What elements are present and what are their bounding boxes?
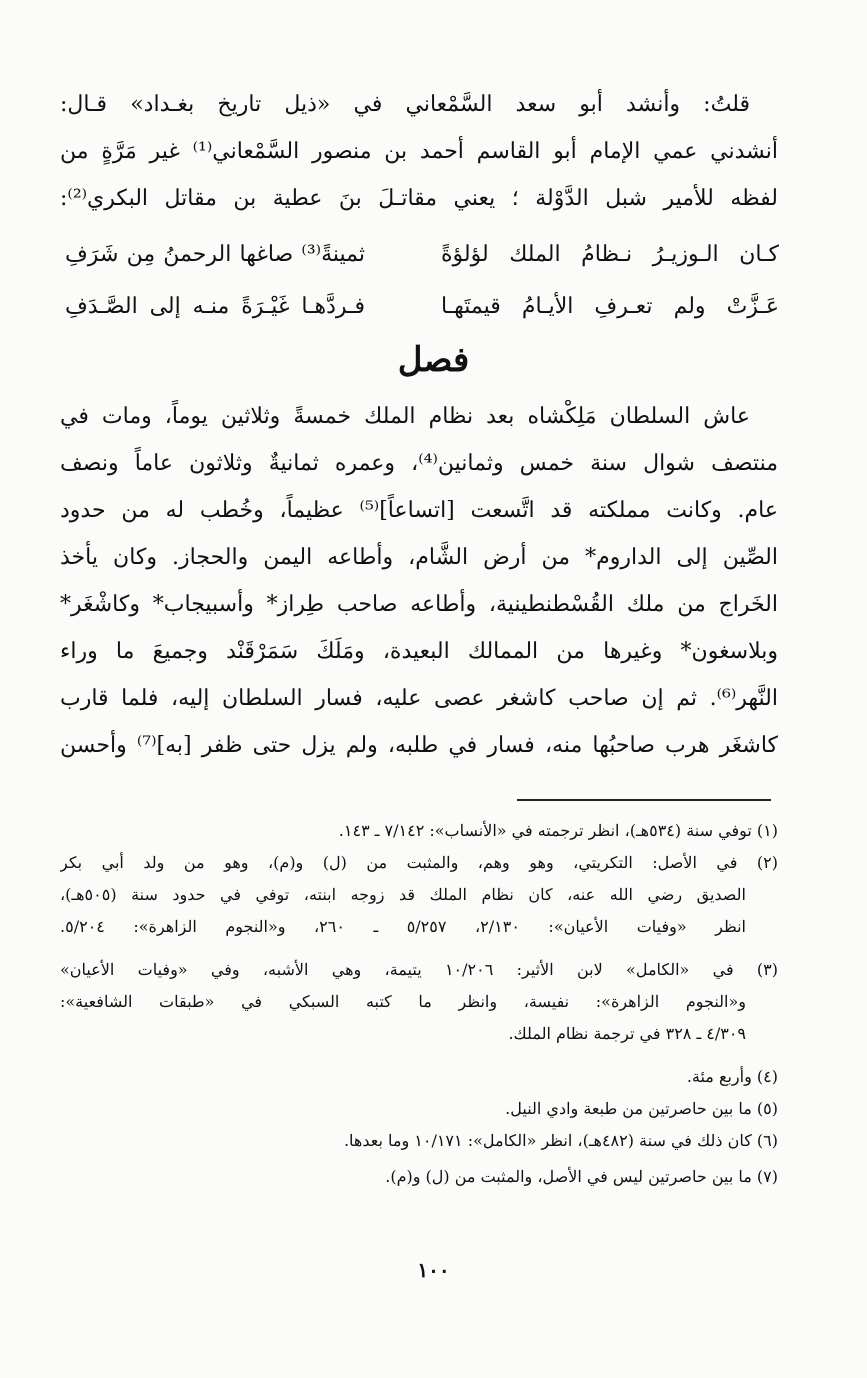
footnote-3-cont: ٤/٣٠٩ ـ ٣٢٨ في ترجمة نظام الملك.: [508, 1024, 746, 1043]
verse-1-second-hemistich: ثمينةً⁽³⁾ صاغها الرحمنُ مِن شَرَفِ: [65, 242, 365, 267]
footnote-4: (٤) وأربع مئة.: [686, 1067, 778, 1086]
footnote-3: (٣) في «الكامل» لابن الأثير: ١٠/٢٠٦ يتيمة، وهي الأشبه، وفي «وفيات الأعيان»: [60, 960, 778, 979]
page-number: ١٠٠: [417, 1258, 450, 1282]
section-line: الصِّين إلى الداروم* من أرض الشَّام، وأطاعه اليمن والحجاز. وكان يأخذ: [60, 545, 778, 570]
section-line: الخَراج من ملك القُسْطنطينية، وأطاعه صاحب طِراز* وأسبيجاب* وكاشْغَر*: [60, 592, 778, 617]
section-line: وبلاسغون* وغيرها من الممالك البعيدة، ومَلَكَ سَمَرْقَنْد وجميعَ ما وراء: [60, 639, 778, 664]
intro-line: لفظه للأمير شبل الدَّوْلة ؛ يعني مقاتـلَ بنَ عطية بن مقاتل البكري⁽²⁾:: [60, 186, 778, 211]
footnote-3-cont: و«النجوم الزاهرة»: نفيسة، وانظر ما كتبه السبكي في «طبقات الشافعية»:: [60, 992, 746, 1011]
verse-1-first-hemistich: كـان الـوزيـرُ نـظامُ الملك لؤلؤةً: [441, 242, 779, 267]
verse-2-first-hemistich: عَـزَّتْ ولم تعـرفِ الأيـامُ قيمتَهـا: [441, 294, 779, 319]
intro-line: أنشدني عمي الإمام أبو القاسم أحمد بن منصور السَّمْعاني⁽¹⁾ غير مَرَّةٍ من: [60, 139, 778, 164]
intro-line: قلتُ: وأنشد أبو سعد السَّمْعاني في «ذيل تاريخ بغـداد» قـال:: [60, 92, 750, 117]
section-line: كاشغَر هرب صاحبُها منه، فسار في طلبه، ولم يزل حتى ظفر [به]⁽⁷⁾ وأحسن: [60, 733, 778, 758]
section-line: منتصف شوال سنة خمس وثمانين⁽⁴⁾، وعمره ثمانيةٌ وثلاثون عاماً ونصف: [60, 451, 778, 476]
section-heading: فصل: [397, 340, 470, 380]
verse-2-second-hemistich: فـردَّهـا غَيْـرَةً منـه إلى الصَّـدَفِ: [65, 294, 365, 319]
footnote-2: (٢) في الأصل: التكريتي، وهو وهم، والمثبت من (ل) و(م)، وهو من ولد أبي بكر: [60, 853, 778, 872]
footnote-2-cont: الصديق رضي الله عنه، كان نظام الملك قد زوجه ابنته، توفي في حدود سنة (٥٠٥هـ)،: [60, 885, 746, 904]
footnote-separator: [517, 799, 771, 801]
footnote-5: (٥) ما بين حاصرتين من طبعة وادي النيل.: [505, 1099, 778, 1118]
footnote-1: (١) توفي سنة (٥٣٤هـ)، انظر ترجمته في «الأنساب»: ٧/١٤٢ ـ ١٤٣.: [338, 821, 778, 840]
footnote-7: (٧) ما بين حاصرتين ليس في الأصل، والمثبت من (ل) و(م).: [385, 1167, 778, 1186]
footnote-6: (٦) كان ذلك في سنة (٤٨٢هـ)، انظر «الكامل»: ١٠/١٧١ وما بعدها.: [343, 1131, 778, 1150]
footnote-2-cont: انظر «وفيات الأعيان»: ٢/١٣٠، ٥/٢٥٧ ـ ٢٦٠، و«النجوم الزاهرة»: ٥/٢٠٤.: [60, 917, 746, 936]
section-line: عام. وكانت مملكته قد اتَّسعت [اتساعاً]⁽⁵⁾ عظيماً، وخُطب له من حدود: [60, 498, 778, 523]
section-line: النَّهر⁽⁶⁾. ثم إن صاحب كاشغر عصى عليه، فسار السلطان إليه، فلما قارب: [60, 686, 778, 711]
section-line: عاش السلطان مَلِكْشاه بعد نظام الملك خمسةً وثلاثين يوماً، ومات في: [60, 404, 750, 429]
